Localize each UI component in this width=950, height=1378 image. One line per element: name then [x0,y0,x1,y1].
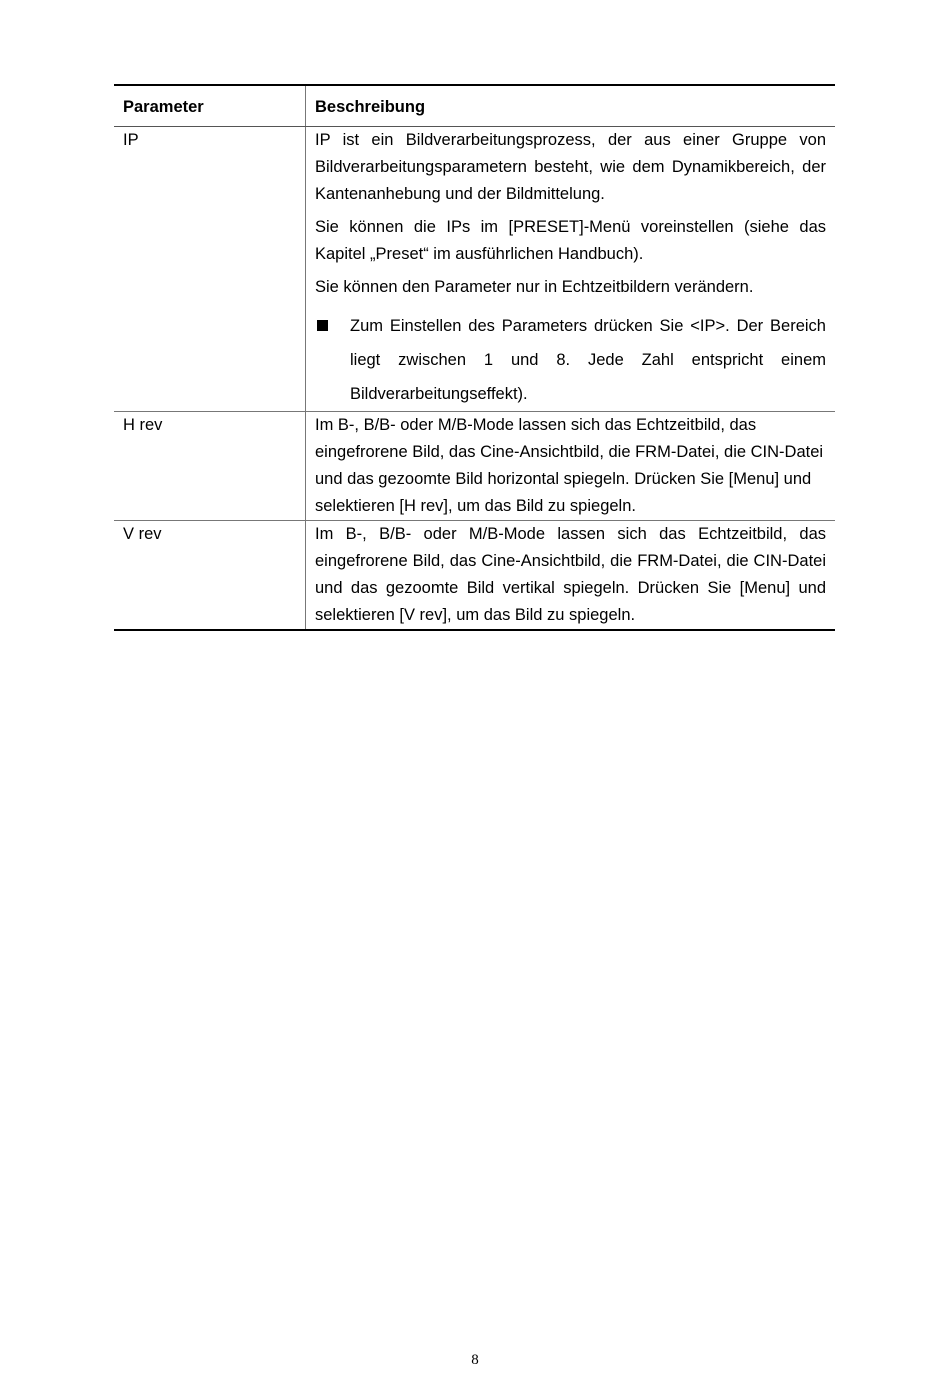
header-description: Beschreibung [306,85,836,127]
black-square-icon [317,320,328,331]
description-paragraph: IP ist ein Bildverarbeitungsprozess, der aus einer Gruppe von Bildverarbeitungsparametern besteht, wie dem Dynamikbereich, der Kantenanhebung und der Bildmittelung. [315,131,826,203]
description-cell-v-rev [306,521,836,631]
description-paragraph: Sie können den Parameter nur in Echtzeitbildern verändern. [315,278,754,296]
bullet-item [315,309,826,411]
description-cell-h-rev [306,412,836,521]
table-row [114,521,835,631]
description-paragraph: Sie können die IPs im [PRESET]-Menü voreinstellen (siehe das Kapitel „Preset“ im ausführlichen Handbuch). [315,218,826,263]
table-header-row [114,85,835,127]
table-row [114,412,835,521]
description-cell-ip [306,127,836,412]
parameter-cell-v-rev: V rev [114,521,306,631]
description-paragraph: Im B-, B/B- oder M/B-Mode lassen sich das Echtzeitbild, das eingefrorene Bild, das Cine-Ansichtbild, die FRM-Datei, die CIN-Datei und das gezoomte Bild vertikal spiegeln. Drücken Sie [Menu] und selektieren [V rev], um das Bild zu spiegeln. [315,525,826,624]
header-parameter: Parameter [114,85,306,127]
description-paragraph: Im B-, B/B- oder M/B-Mode lassen sich das Echtzeitbild, das eingefrorene Bild, das Cine-Ansichtbild, die FRM-Datei, die CIN-Datei und das gezoomte Bild horizontal spiegeln. Drücken Sie [Menu] und selektieren [H rev], um das Bild zu spiegeln. [315,416,824,515]
bullet-text: Zum Einstellen des Parameters drücken Sie <IP>. Der Bereich liegt zwischen 1 und 8. Jede Zahl entspricht einem Bildverarbeitungseffekt). [350,317,826,403]
page-number: 8 [471,1352,479,1368]
parameter-table [114,84,835,631]
parameter-cell-h-rev: H rev [114,412,306,521]
parameter-cell-ip: IP [114,127,306,412]
table-row [114,127,835,412]
